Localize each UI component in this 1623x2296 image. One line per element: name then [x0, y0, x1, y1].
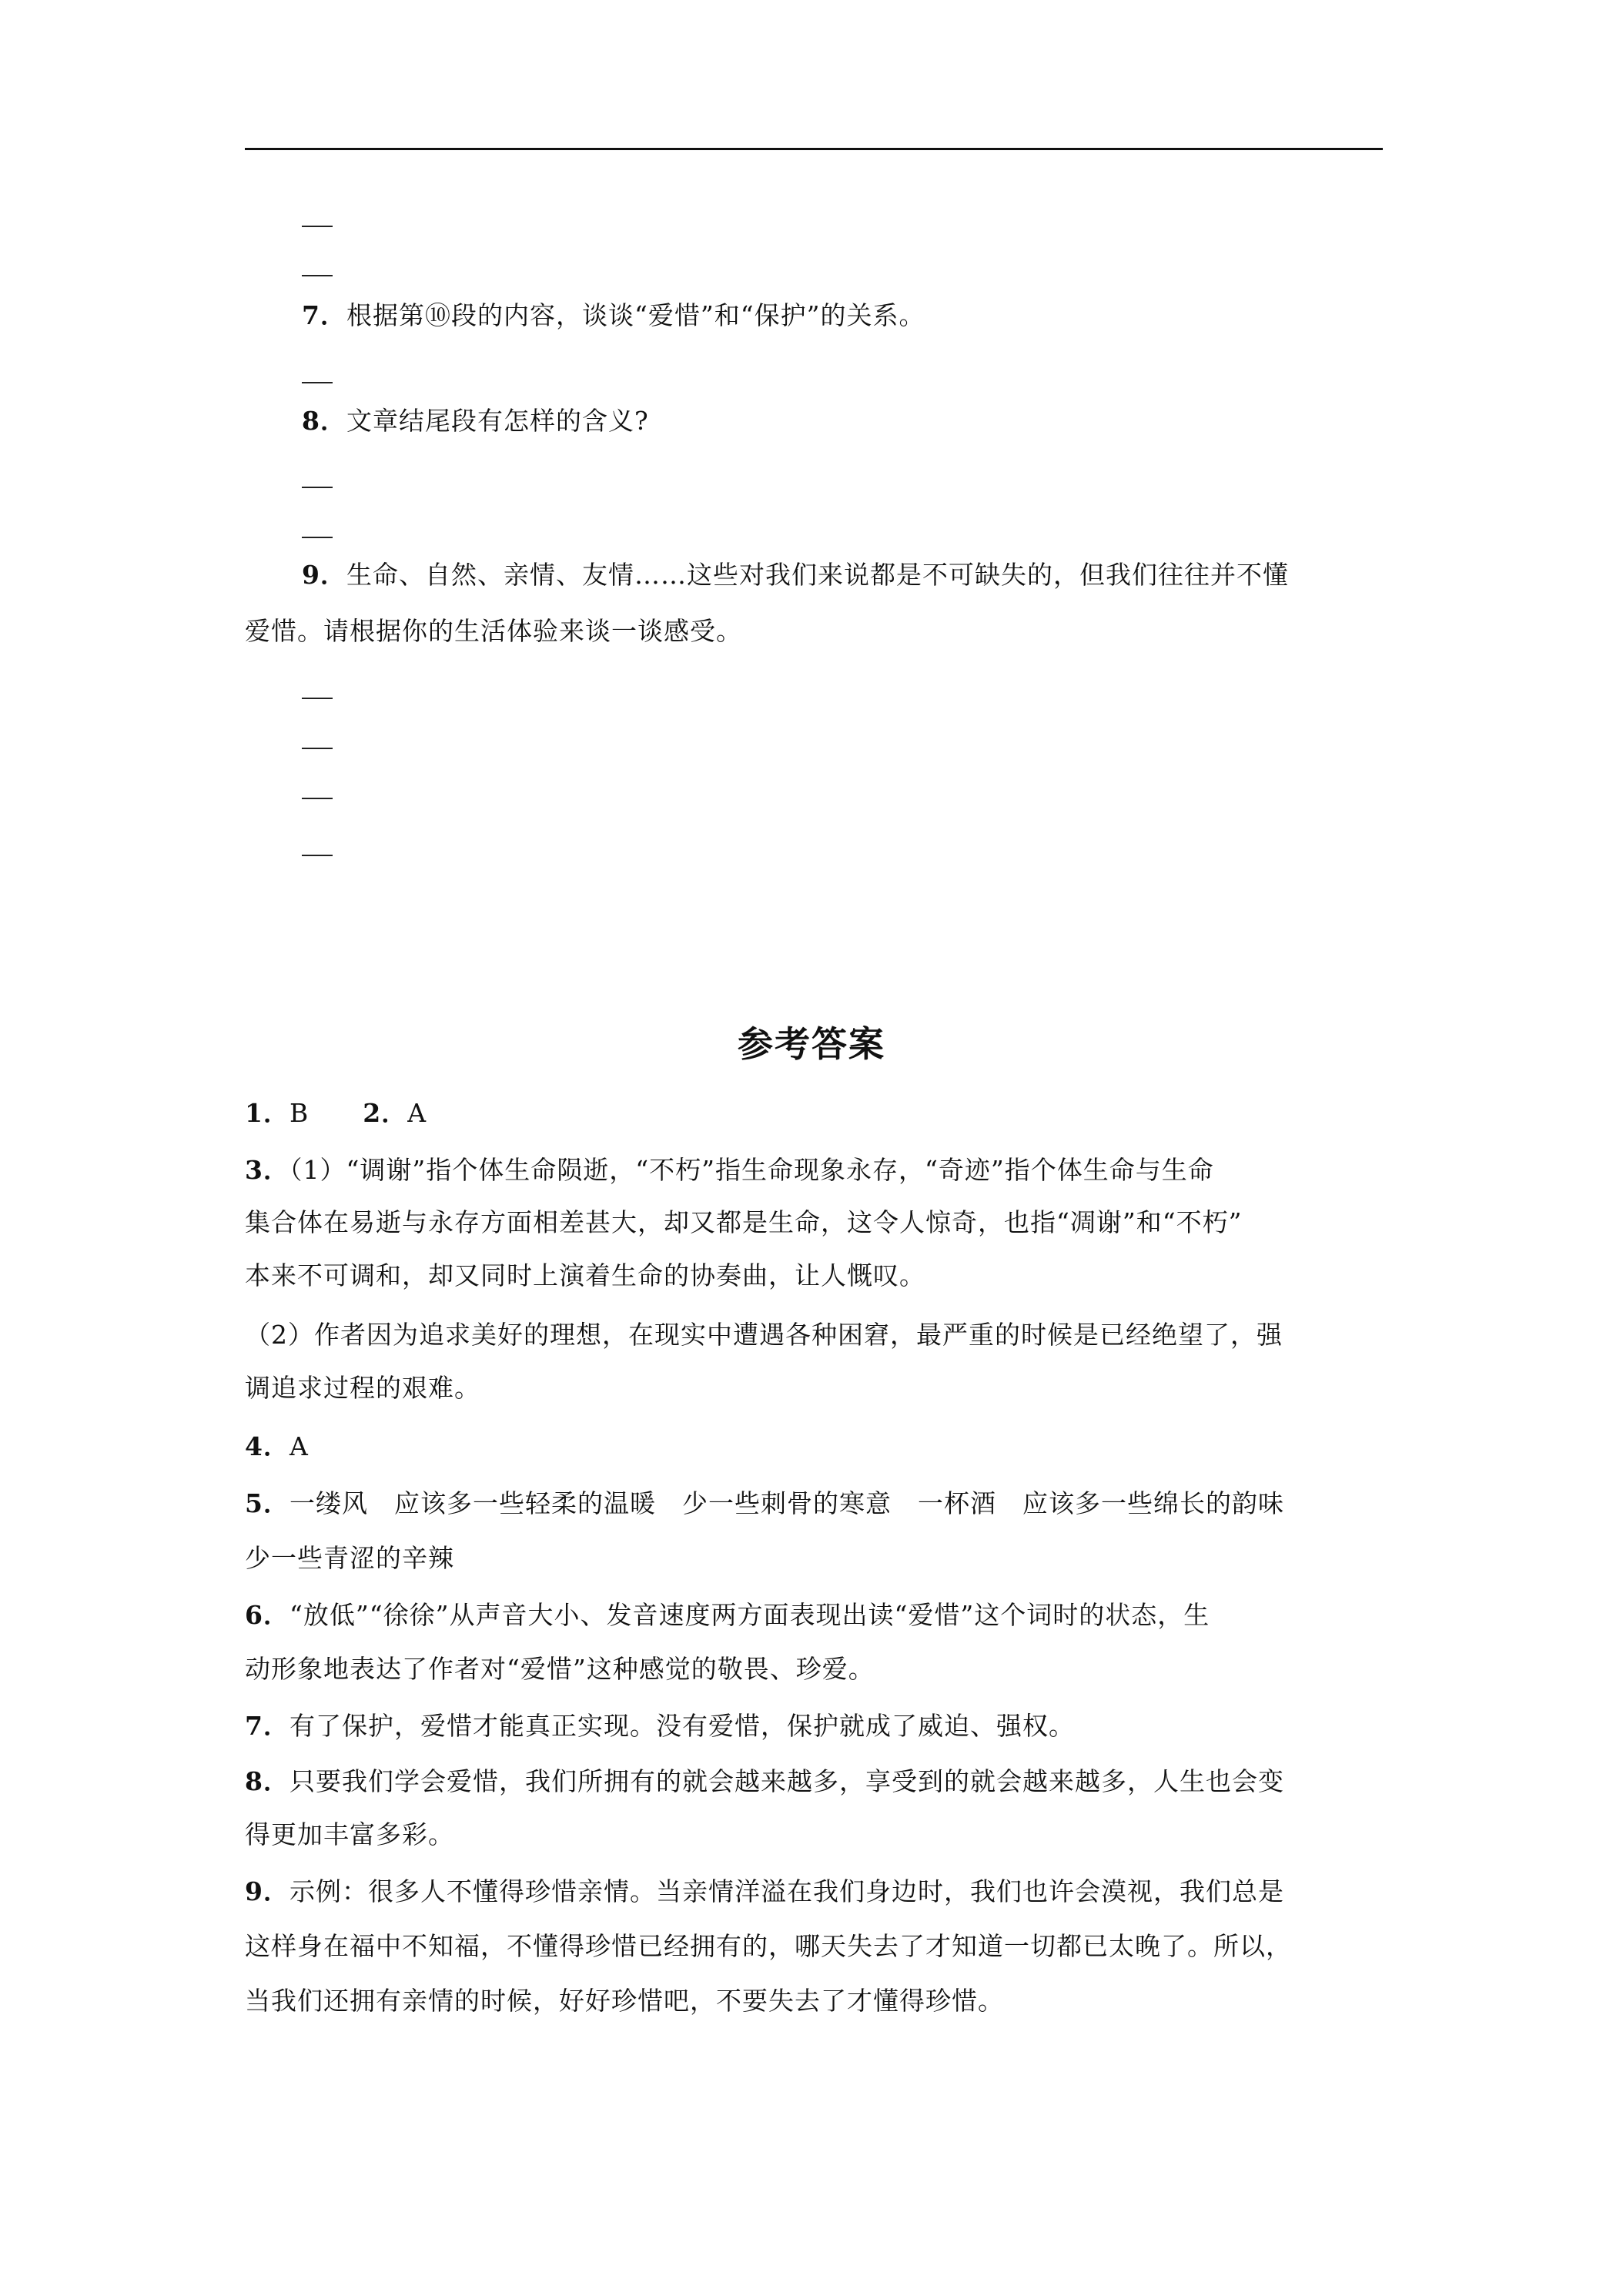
- answer-blank-line: [302, 537, 333, 538]
- answer-blank-line: [302, 226, 333, 227]
- answer-blank-line: [302, 487, 333, 488]
- answer-text: 示例：很多人不懂得珍惜亲情。当亲情洋溢在我们身边时，我们也许会漠视，我们总是: [289, 1876, 1284, 1906]
- answer-9-line-1: [245, 1876, 1284, 1907]
- question-9: [302, 560, 1289, 591]
- answer-blank-line: [302, 275, 333, 276]
- answer-number: 4．: [245, 1431, 289, 1461]
- answer-5-line-1: [245, 1488, 1284, 1519]
- answer-3-line-3: 本来不可调和，却又同时上演着生命的协奏曲，让人慨叹。: [245, 1260, 925, 1290]
- answer-text: （1）“调谢”指个体生命陨逝，“不朽”指生命现象永存，“奇迹”指个体生命与生命: [289, 1155, 1214, 1185]
- question-text: 文章结尾段有怎样的含义?: [346, 406, 649, 436]
- answer-blank-line: [302, 855, 333, 856]
- answer-6-line-1: [245, 1600, 1210, 1631]
- answer-text: B: [289, 1098, 310, 1128]
- answer-7: [245, 1711, 1075, 1742]
- answer-6-line-2: 动形象地表达了作者对“爱惜”这种感觉的敬畏、珍爱。: [245, 1654, 875, 1684]
- answer-key-title: 参考答案: [738, 1023, 885, 1065]
- answer-blank-line: [302, 748, 333, 749]
- question-number: 9．: [302, 560, 346, 590]
- answer-text: 一缕风 应该多一些轻柔的温暖 少一些刺骨的寒意 一杯酒 应该多一些绵长的韵味: [289, 1488, 1284, 1518]
- answer-number: 5．: [245, 1488, 289, 1518]
- answer-blank-line: [302, 382, 333, 383]
- answer-number: 6．: [245, 1600, 289, 1630]
- answer-number: 8．: [245, 1766, 289, 1796]
- answer-9-line-2: 这样身在福中不知福，不懂得珍惜已经拥有的，哪天失去了才知道一切都已太晚了。所以，: [245, 1931, 1292, 1961]
- answer-number: 7．: [245, 1711, 289, 1741]
- answer-9-line-3: 当我们还拥有亲情的时候，好好珍惜吧，不要失去了才懂得珍惜。: [245, 1986, 1004, 2016]
- question-number: 8．: [302, 406, 346, 436]
- question-9-continued: 爱惜。请根据你的生活体验来谈一谈感受。: [245, 616, 742, 646]
- answer-5-line-2: 少一些青涩的辛辣: [245, 1543, 454, 1573]
- answer-3-line-2: 集合体在易逝与永存方面相差甚大，却又都是生命，这令人惊奇，也指“凋谢”和“不朽”: [245, 1207, 1243, 1237]
- question-text: 根据第⑩段的内容，谈谈“爱惜”和“保护”的关系。: [346, 300, 925, 330]
- answer-3-line-1: [245, 1155, 1214, 1186]
- answer-8-line-2: 得更加丰富多彩。: [245, 1819, 454, 1849]
- answer-number: 3．: [245, 1155, 289, 1185]
- answer-text: 有了保护，爱惜才能真正实现。没有爱惜，保护就成了威迫、强权。: [289, 1711, 1075, 1741]
- question-text: 生命、自然、亲情、友情……这些对我们来说都是不可缺失的，但我们往往并不懂: [346, 560, 1289, 590]
- question-number: 7．: [302, 300, 346, 330]
- answer-text: A: [407, 1098, 427, 1128]
- answer-blank-line: [302, 698, 333, 699]
- answer-8-line-1: [245, 1766, 1284, 1797]
- answer-number: 9．: [245, 1876, 289, 1906]
- answer-4: [245, 1431, 309, 1462]
- answer-1-2: [245, 1098, 427, 1129]
- answer-number: 2．: [363, 1098, 408, 1128]
- header-rule: [245, 148, 1383, 150]
- answer-number: 1．: [245, 1098, 289, 1128]
- answer-3-line-4: （2）作者因为追求美好的理想，在现实中遭遇各种困窘，最严重的时候是已经绝望了，强: [245, 1320, 1283, 1350]
- answer-text: 只要我们学会爱惜，我们所拥有的就会越来越多，享受到的就会越来越多，人生也会变: [289, 1766, 1284, 1796]
- answer-3-line-5: 调追求过程的艰难。: [245, 1373, 480, 1403]
- question-7: [302, 300, 925, 331]
- question-8: [302, 406, 649, 437]
- answer-text: A: [289, 1431, 309, 1461]
- answer-blank-line: [302, 798, 333, 799]
- answer-text: “放低”“徐徐”从声音大小、发音速度两方面表现出读“爱惜”这个词时的状态，生: [289, 1600, 1210, 1630]
